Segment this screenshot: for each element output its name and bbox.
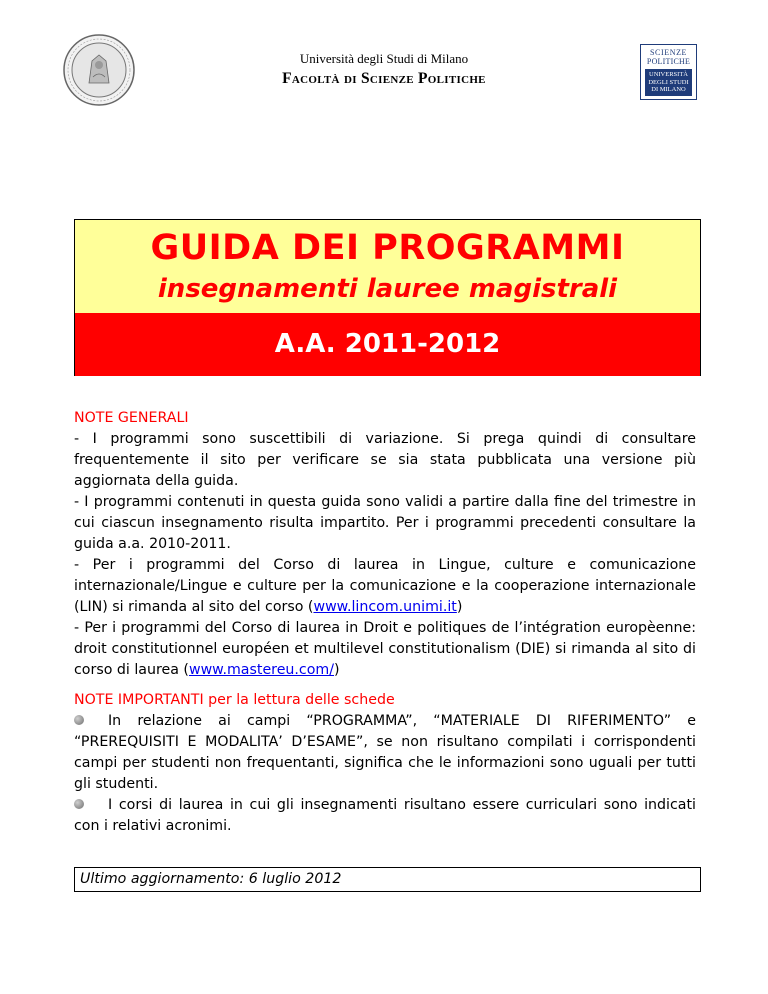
general-note-3-text: - Per i programmi del Corso di laurea in Lingue, culture e comunicazione internazionale/Lingue e culture per la comunicazione e la cooperazione internazionale (LIN) si rimanda al sito del corso (: [74, 557, 696, 615]
logo-line-1: SCIENZE: [649, 48, 688, 57]
general-notes-section: [74, 408, 696, 681]
logo-band: [645, 69, 692, 96]
important-note-2-text: I corsi di laurea in cui gli insegnamenti risultano essere curriculari sono indicati con i relativi acronimi.: [74, 797, 696, 834]
general-note-1: - I programmi sono suscettibili di variazione. Si prega quindi di consultare frequentemente il sito per verificare se sia stata pubblicata una versione più aggiornata della guida.: [74, 431, 696, 489]
logo-band-line-1: UNIVERSITÀ: [649, 71, 688, 78]
faculty-logo: [640, 44, 697, 100]
logo-band-line-3: DI MILANO: [651, 86, 686, 93]
lincom-link[interactable]: www.lincom.unimi.it: [313, 599, 457, 615]
mastereu-link[interactable]: www.mastereu.com/: [188, 662, 335, 678]
last-update-box: Ultimo aggiornamento: 6 luglio 2012: [74, 867, 701, 892]
title-year-panel: [75, 313, 700, 376]
document-title: GUIDA DEI PROGRAMMI: [150, 228, 625, 268]
faculty-name: Facoltà di Scienze Politiche: [282, 70, 486, 87]
title-box: [74, 219, 701, 376]
logo-line-2: POLITICHE: [646, 57, 691, 66]
academic-year: A.A. 2011-2012: [274, 329, 501, 359]
general-note-4-close: ): [334, 662, 340, 678]
general-note-3: [74, 555, 696, 618]
general-note-3-close: ): [456, 599, 463, 615]
general-note-2: - I programmi contenuti in questa guida sono validi a partire dalla fine del trimestre in cui ciascun insegnamento risulta impartito. Per i programmi precedenti consultare la guida a.a. 2010-2011.: [74, 494, 696, 552]
general-note-4-text: - Per i programmi del Corso di laurea in Droit e politiques de l’intégration europèenne: droit constitutionnel européen et multilevel constitutionalism (DIE) si rimanda al sito di corso di laurea (: [74, 620, 696, 678]
important-notes-heading: NOTE IMPORTANTI per la lettura delle schede: [74, 692, 395, 708]
logo-band-line-2: DEGLI STUDI: [648, 78, 689, 86]
document-subtitle: insegnamenti lauree magistrali: [157, 274, 618, 304]
general-note-4: [74, 618, 696, 681]
general-notes-heading: NOTE GENERALI: [74, 410, 189, 426]
bullet-icon: [74, 715, 84, 725]
important-notes-section: [74, 690, 696, 837]
bullet-icon: [74, 799, 84, 809]
title-top-panel: [75, 220, 700, 313]
important-note-1: [74, 711, 696, 795]
important-note-1-text: In relazione ai campi “PROGRAMMA”, “MATERIALE DI RIFERIMENTO” e “PREREQUISITI E MODALITA’ D’ESAME”, se non risultano compilati i corrispondenti campi per studenti non frequentanti, significa che le informazioni sono uguali per tutti gli studenti.: [74, 713, 696, 792]
university-name: Università degli Studi di Milano: [299, 51, 469, 66]
important-note-2: [74, 795, 696, 837]
